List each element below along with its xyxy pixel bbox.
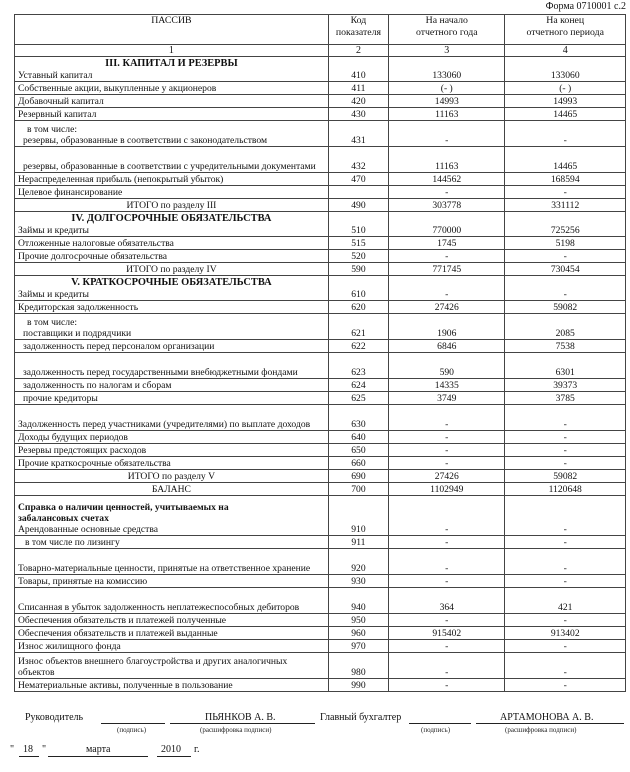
table-row [15,212,626,237]
row-label: в том числе по лизингу [15,536,329,549]
row-start-value: - [389,679,505,692]
row-start-value: 590 [389,353,505,379]
row-end-value: - [505,121,626,147]
table-row [15,82,626,95]
row-code: 690 [328,470,388,483]
row-label: БАЛАНС [15,483,329,496]
row-label: Прочие долгосрочные обязательства [15,250,329,263]
row-label: прочие кредиторы [15,392,329,405]
row-end-value: 14993 [505,95,626,108]
table-row [15,379,626,392]
row-end-value: 59082 [505,301,626,314]
row-label: Износ объектов внешнего благоустройства и других аналогичных объектов [15,653,329,679]
row-start-value: 1906 [389,314,505,340]
row-label: задолженность перед персоналом организации [15,340,329,353]
date-year-line [157,756,191,757]
row-end-value: - [505,614,626,627]
row-code: 700 [328,483,388,496]
row-label: ИТОГО по разделу IV [15,263,329,276]
row-start-value: 1745 [389,237,505,250]
row-end-value: - [505,496,626,536]
table-header-row [15,15,626,45]
column-number: 3 [389,45,505,57]
row-start-value: 14335 [389,379,505,392]
table-row [15,679,626,692]
row-end-value: - [505,444,626,457]
row-label: IV. ДОЛГОСРОЧНЫЕ ОБЯЗАТЕЛЬСТВА Займы и кредиты [15,212,329,237]
row-start-value: 770000 [389,212,505,237]
row-start-value: 144562 [389,173,505,186]
table-row [15,353,626,379]
row-code: 624 [328,379,388,392]
total-row [15,470,626,483]
date-quote-open: " [10,744,15,755]
table-row [15,186,626,199]
row-start-value: 27426 [389,301,505,314]
head-label: Руководитель [25,712,84,723]
column-number: 4 [505,45,626,57]
row-start-value: 771745 [389,263,505,276]
table-row [15,536,626,549]
table-row [15,301,626,314]
row-code: 515 [328,237,388,250]
section-title: V. КРАТКОСРОЧНЫЕ ОБЯЗАТЕЛЬСТВА [71,277,272,288]
table-row [15,314,626,340]
row-end-value: 421 [505,588,626,614]
row-code: 420 [328,95,388,108]
row-code: 411 [328,82,388,95]
row-start-value: - [389,614,505,627]
row-end-value: - [505,679,626,692]
row-code: 430 [328,108,388,121]
row-start-value: - [389,405,505,431]
row-label: Справка о наличии ценностей, учитываемых на забалансовых счетах Арендованные основные средства [15,496,329,536]
row-start-value: - [389,575,505,588]
section-title: IV. ДОЛГОСРОЧНЫЕ ОБЯЗАТЕЛЬСТВА [71,213,272,224]
row-label: Списанная в убыток задолженность неплатежеспособных дебиторов [15,588,329,614]
row-start-value: 11163 [389,147,505,173]
table-row [15,276,626,301]
row-end-value: - [505,431,626,444]
header-liabilities: ПАССИВ [15,15,329,45]
total-row [15,263,626,276]
balance-total-row [15,483,626,496]
table-row [15,496,626,536]
row-label: Товары, принятые на комиссию [15,575,329,588]
table-row [15,405,626,431]
row-start-value: 915402 [389,627,505,640]
row-label: задолженность по налогам и сборам [15,379,329,392]
row-end-value: 6301 [505,353,626,379]
table-row [15,431,626,444]
table-row [15,640,626,653]
table-row [15,173,626,186]
date-day: 18 [23,744,33,755]
row-code: 970 [328,640,388,653]
row-start-value: 133060 [389,57,505,82]
row-start-value: - [389,457,505,470]
row-label: Товарно-материальные ценности, принятые на ответственное хранение [15,549,329,575]
row-end-value: 5198 [505,237,626,250]
accountant-name-line [476,723,624,724]
date-year: 2010 [161,744,181,755]
row-label: III. КАПИТАЛ И РЕЗЕРВЫ Уставный капитал [15,57,329,82]
row-label: в том числе: резервы, образованные в соответствии с законодательством [15,121,329,147]
row-start-value: - [389,121,505,147]
table-row [15,627,626,640]
row-start-value: (- ) [389,82,505,95]
form-code: Форма 0710001 с.2 [545,1,626,12]
row-code: 520 [328,250,388,263]
table-row [15,57,626,82]
table-row [15,121,626,147]
row-code: 432 [328,147,388,173]
row-start-value: 1102949 [389,483,505,496]
row-start-value: 27426 [389,470,505,483]
row-end-value: 59082 [505,470,626,483]
table-row [15,588,626,614]
row-start-value: - [389,276,505,301]
head-signature-caption: (подпись) [117,726,147,734]
accountant-signature-caption: (подпись) [421,726,451,734]
date-month: марта [86,744,111,755]
header-end-of-period: На конец отчетного периода [505,15,626,45]
row-start-value: - [389,444,505,457]
accountant-label: Главный бухгалтер [320,712,402,723]
total-row [15,199,626,212]
row-start-value: 14993 [389,95,505,108]
row-code: 930 [328,575,388,588]
row-label: Целевое финансирование [15,186,329,199]
table-row [15,549,626,575]
row-code: 610 [328,276,388,301]
head-signature-line [101,723,165,724]
row-start-value: - [389,653,505,679]
row-start-value: - [389,536,505,549]
table-row [15,147,626,173]
row-end-value: 2085 [505,314,626,340]
row-end-value: 133060 [505,57,626,82]
row-code: 625 [328,392,388,405]
row-start-value: 364 [389,588,505,614]
row-code: 622 [328,340,388,353]
row-label: резервы, образованные в соответствии с учредительными документами [15,147,329,173]
column-number: 1 [15,45,329,57]
row-end-value: 725256 [505,212,626,237]
row-label: Задолженность перед участниками (учредителями) по выплате доходов [15,405,329,431]
row-end-value: 7538 [505,340,626,353]
column-number-row [15,45,626,57]
row-code: 590 [328,263,388,276]
table-row [15,457,626,470]
row-end-value: 730454 [505,263,626,276]
row-label: ИТОГО по разделу V [15,470,329,483]
row-code: 660 [328,457,388,470]
row-code: 950 [328,614,388,627]
row-code: 431 [328,121,388,147]
header-code: Код показателя [328,15,388,45]
date-year-suffix: г. [194,744,200,755]
row-end-value: - [505,549,626,575]
row-end-value: 1120648 [505,483,626,496]
row-code: 621 [328,314,388,340]
row-end-value: - [505,640,626,653]
balance-liabilities-table [14,14,626,692]
row-code: 410 [328,57,388,82]
row-label: Прочие краткосрочные обязательства [15,457,329,470]
row-start-value: - [389,431,505,444]
row-code: 510 [328,212,388,237]
row-label: Собственные акции, выкупленные у акционеров [15,82,329,95]
row-label: Обеспечения обязательств и платежей выданные [15,627,329,640]
table-row [15,340,626,353]
row-end-value: - [505,405,626,431]
row-label: Отложенные налоговые обязательства [15,237,329,250]
head-name-line [170,723,315,724]
row-end-value: 168594 [505,173,626,186]
row-label: Кредиторская задолженность [15,301,329,314]
row-start-value: 6846 [389,340,505,353]
accountant-name: АРТАМОНОВА А. В. [500,712,594,723]
table-row [15,95,626,108]
row-end-value: - [505,186,626,199]
head-name: ПЬЯНКОВ А. В. [205,712,276,723]
row-code: 630 [328,405,388,431]
row-code: 623 [328,353,388,379]
date-month-line [48,756,148,757]
row-code: 920 [328,549,388,575]
row-start-value: - [389,186,505,199]
row-code: 990 [328,679,388,692]
table-row [15,237,626,250]
row-end-value: 14465 [505,108,626,121]
row-end-value: 14465 [505,147,626,173]
row-label: Резервы предстоящих расходов [15,444,329,457]
row-end-value: 3785 [505,392,626,405]
head-decoding-caption: (расшифровка подписи) [200,726,272,734]
row-start-value: 3749 [389,392,505,405]
row-code [328,186,388,199]
table-row [15,575,626,588]
row-end-value: - [505,250,626,263]
row-end-value: - [505,457,626,470]
row-code: 910 [328,496,388,536]
table-row [15,250,626,263]
row-end-value: - [505,653,626,679]
row-end-value: - [505,536,626,549]
row-code: 620 [328,301,388,314]
row-label: Нематериальные активы, полученные в пользование [15,679,329,692]
row-end-value: 331112 [505,199,626,212]
date-day-line [19,756,39,757]
row-label: Добавочный капитал [15,95,329,108]
table-row [15,614,626,627]
table-row [15,444,626,457]
row-code: 490 [328,199,388,212]
row-code: 640 [328,431,388,444]
row-end-value: - [505,276,626,301]
row-code: 980 [328,653,388,679]
row-end-value: (- ) [505,82,626,95]
row-label: задолженность перед государственными внебюджетными фондами [15,353,329,379]
table-row [15,392,626,405]
row-end-value: - [505,575,626,588]
row-start-value: 303778 [389,199,505,212]
row-end-value: 913402 [505,627,626,640]
row-start-value: - [389,549,505,575]
row-label: в том числе: поставщики и подрядчики [15,314,329,340]
accountant-decoding-caption: (расшифровка подписи) [505,726,577,734]
row-label: ИТОГО по разделу III [15,199,329,212]
row-code: 940 [328,588,388,614]
row-code: 470 [328,173,388,186]
row-label: Доходы будущих периодов [15,431,329,444]
row-label: Нераспределенная прибыль (непокрытый убыток) [15,173,329,186]
column-number: 2 [328,45,388,57]
row-label: Обеспечения обязательств и платежей полученные [15,614,329,627]
table-row [15,653,626,679]
row-label: Резервный капитал [15,108,329,121]
header-start-of-year: На начало отчетного года [389,15,505,45]
row-start-value: - [389,496,505,536]
row-code: 650 [328,444,388,457]
date-quote-close: " [42,744,47,755]
reference-title: Справка о наличии ценностей, учитываемых на забалансовых счетах [18,502,229,524]
row-label: V. КРАТКОСРОЧНЫЕ ОБЯЗАТЕЛЬСТВА Займы и кредиты [15,276,329,301]
row-start-value: - [389,250,505,263]
row-label: Износ жилищного фонда [15,640,329,653]
row-start-value: - [389,640,505,653]
section-title: III. КАПИТАЛ И РЕЗЕРВЫ [105,58,238,69]
row-code: 960 [328,627,388,640]
row-end-value: 39373 [505,379,626,392]
accountant-signature-line [409,723,471,724]
row-start-value: 11163 [389,108,505,121]
row-code: 911 [328,536,388,549]
table-row [15,108,626,121]
